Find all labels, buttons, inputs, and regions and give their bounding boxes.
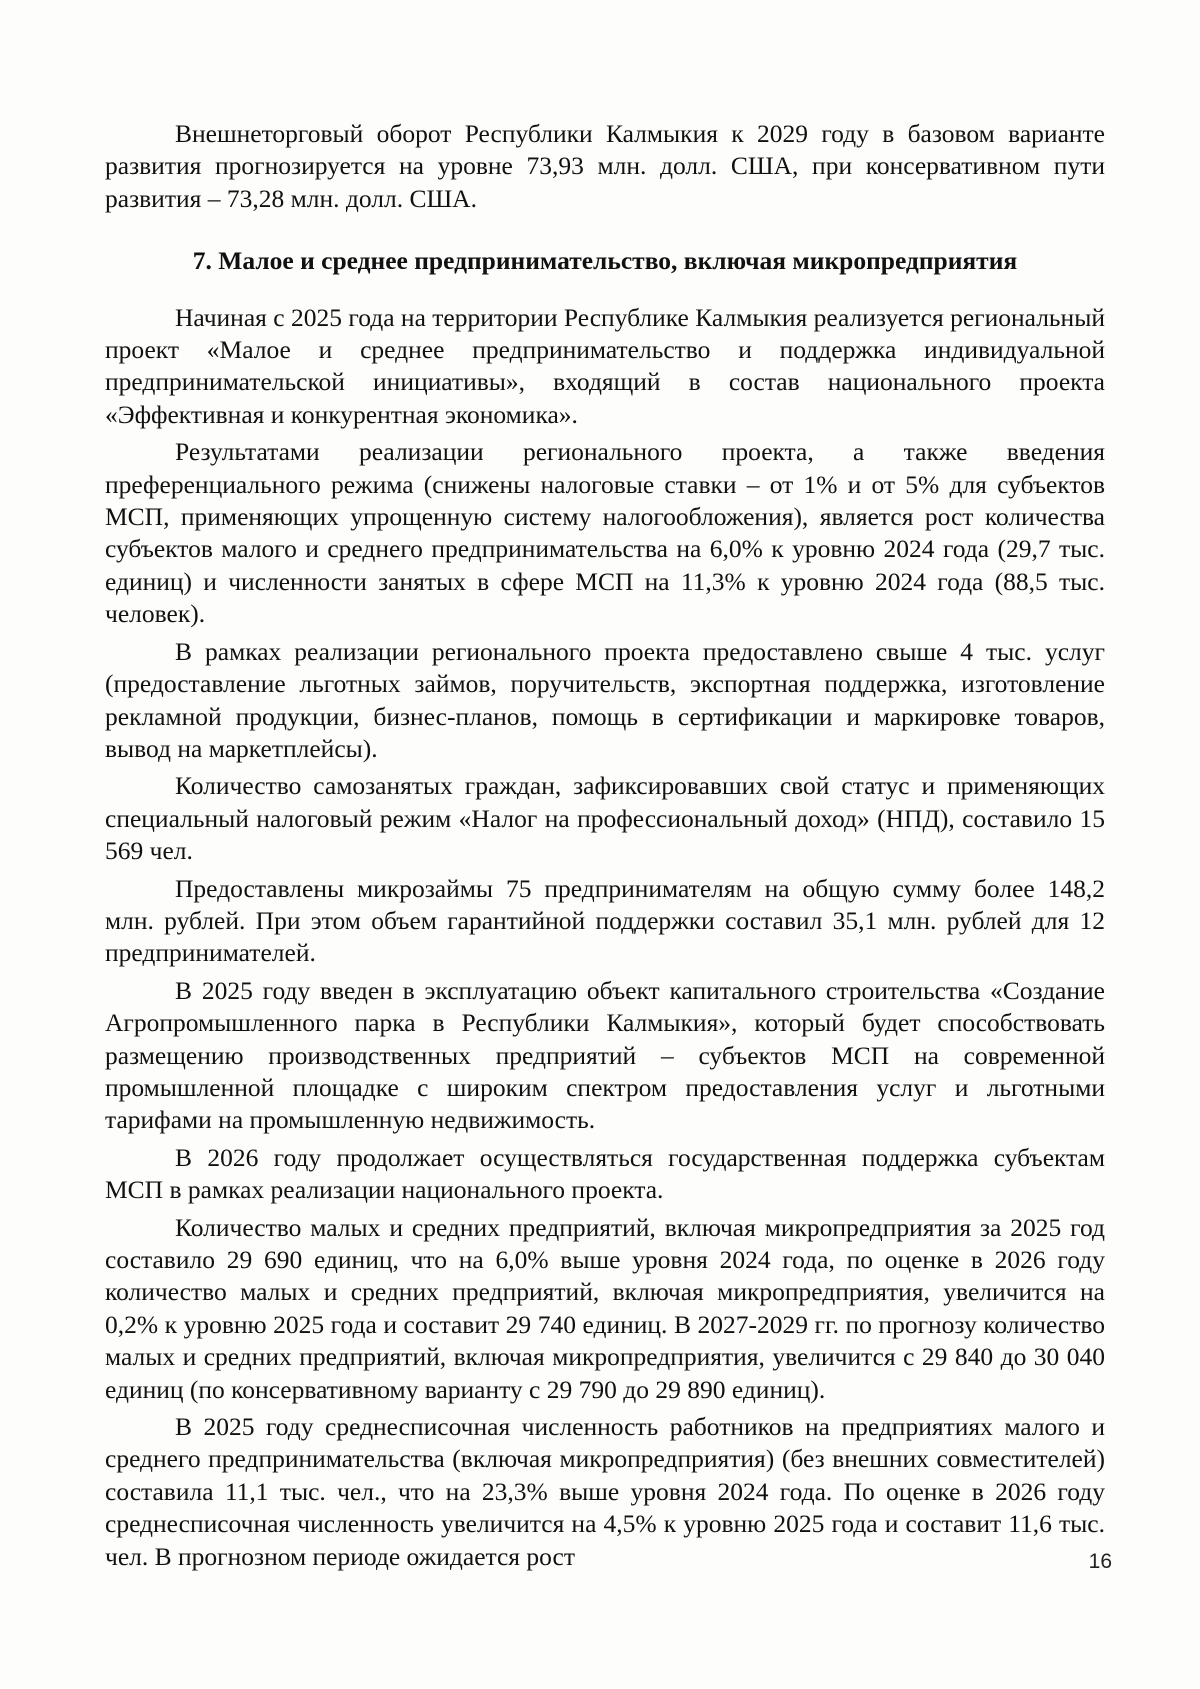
paragraph-6: В 2025 году введен в эксплуатацию объект капитального строительства «Создание Агропромышленного парка в Республики Калмыкия», который будет способствовать размещению производственных предприятий – субъектов МСП на современной промышленной площадке с широким спектром предоставления услуг и льготными тарифами на промышленную недвижимость. xyxy=(105,975,1105,1135)
section-heading: 7. Малое и среднее предпринимательство, включая микропредприятия xyxy=(192,246,1018,276)
paragraph-3: В рамках реализации регионального проекта предоставлено свыше 4 тыс. услуг (предоставление льготных займов, поручительств, экспортная поддержка, изготовление рекламной продукции, бизнес-планов, помощь в сертификации и маркировке товаров, вывод на маркетплейсы). xyxy=(105,636,1105,763)
paragraph-8: Количество малых и средних предприятий, включая микропредприятия за 2025 год составило 29 690 единиц, что на 6,0% выше уровня 2024 года, по оценке в 2026 году количество малых и средних предприятий, включая микропредприятия, увеличится на 0,2% к уровню 2025 года и составит 29 740 единиц. В 2027-2029 гг. по прогнозу количество малых и средних предприятий, включая микропредприятия, увеличится с 29 840 до 30 040 единиц (по консервативному варианту с 29 790 до 29 890 единиц). xyxy=(105,1212,1105,1404)
paragraph-4: Количество самозанятых граждан, зафиксировавших свой статус и применяющих специальный налоговый режим «Налог на профессиональный доход» (НПД), составило 15 569 чел. xyxy=(105,771,1105,866)
paragraph-2: Результатами реализации регионального проекта, а также введения преференциального режима (снижены налоговые ставки – от 1% и от 5% для субъектов МСП, применяющих упрощенную систему налогообложения), является рост количества субъектов малого и среднего предпринимательства на 6,0% к уровню 2024 года (29,7 тыс. единиц) и численности занятых в сфере МСП на 11,3% к уровню 2024 года (88,5 тыс. человек). xyxy=(105,437,1105,629)
paragraph-7: В 2026 году продолжает осуществляться государственная поддержка субъектам МСП в рамках реализации национального проекта. xyxy=(105,1142,1105,1205)
paragraph-5: Предоставлены микрозаймы 75 предпринимателям на общую сумму более 148,2 млн. рублей. При этом объем гарантийной поддержки составил 35,1 млн. рублей для 12 предпринимателей. xyxy=(105,873,1105,968)
paragraph-9: В 2025 году среднесписочная численность работников на предприятиях малого и среднего предпринимательства (включая микропредприятия) (без внешних совместителей) составила 11,1 тыс. чел., что на 23,3% выше уровня 2024 года. По оценке в 2026 году среднесписочная численность увеличится на 4,5% к уровню 2025 года и составит 11,6 тыс. чел. В прогнозном периоде ожидается рост xyxy=(105,1412,1105,1571)
paragraph-1: Начиная с 2025 года на территории Республике Калмыкия реализуется региональный проект «Малое и среднее предпринимательство и поддержка индивидуальной предпринимательской инициативы», входящий в состав национального проекта «Эффективная и конкурентная экономика». xyxy=(105,302,1105,429)
page-content xyxy=(105,118,1105,1573)
intro-paragraph: Внешнеторговый оборот Республики Калмыкия к 2029 году в базовом варианте развития прогнозируется на уровне 73,93 млн. долл. США, при консервативном пути развития – 73,28 млн. долл. США. xyxy=(105,119,1105,213)
page-number: 16 xyxy=(1088,1550,1112,1573)
